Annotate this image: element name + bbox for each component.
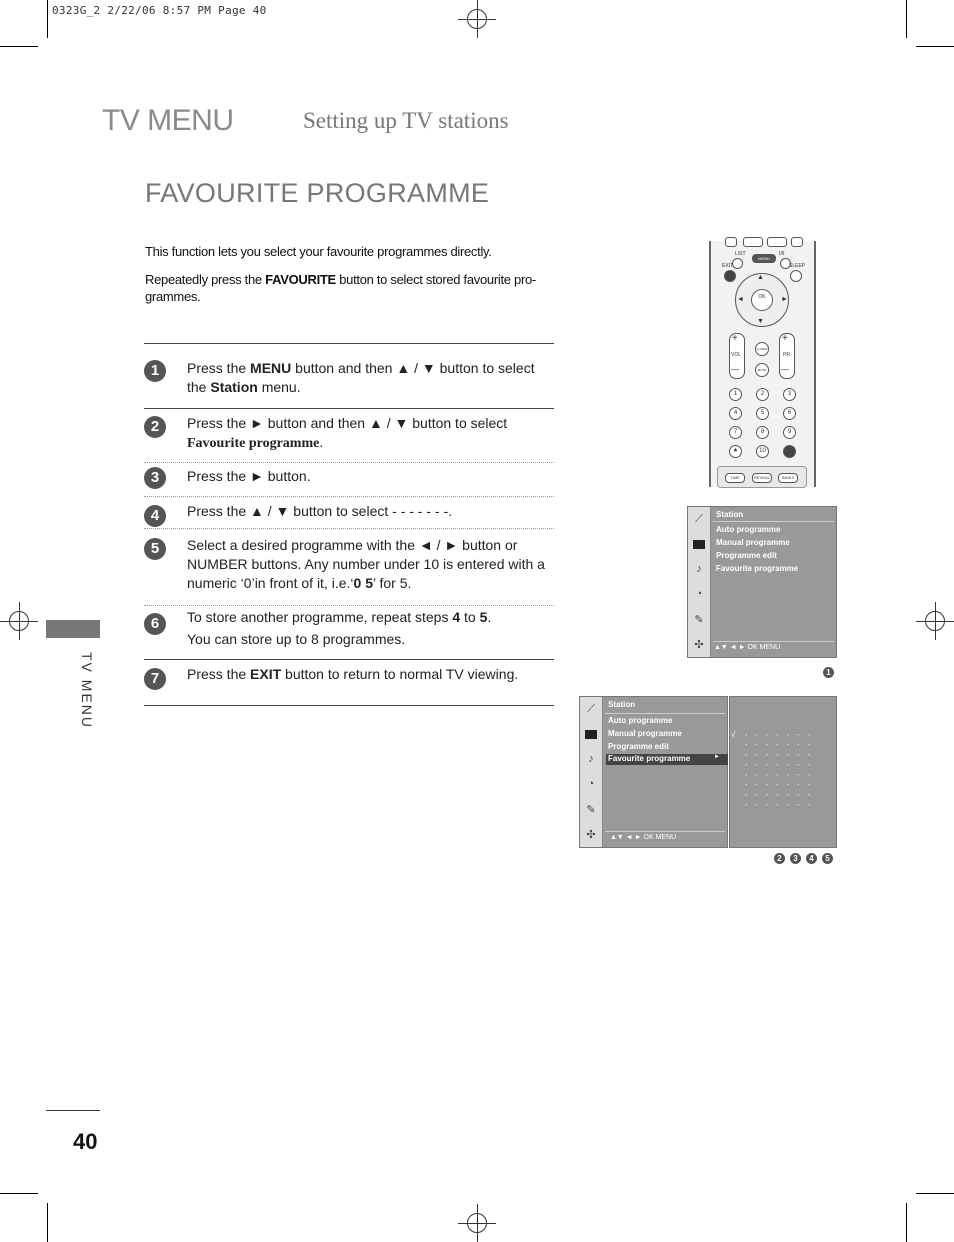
- divider: [144, 462, 554, 463]
- menu-item-favourite-programme-selected: Favourite programme ►: [606, 754, 728, 765]
- star-key: ★: [729, 445, 742, 458]
- menu-item-favourite-programme: Favourite programme: [716, 564, 799, 573]
- crop-mark: [0, 46, 38, 47]
- i-ii-label: I/II: [779, 251, 785, 257]
- remote-key: [767, 237, 787, 247]
- divider: [144, 605, 554, 606]
- divider: [46, 1110, 100, 1111]
- right-arrow-icon: ►: [781, 296, 788, 303]
- option-icon: ✎: [694, 613, 704, 626]
- number-key: 2: [756, 388, 769, 401]
- number-key: 4: [729, 407, 742, 420]
- up-arrow-icon: ▲: [757, 274, 764, 281]
- option-icon: ✎: [586, 803, 596, 816]
- sound-icon: ♪: [588, 753, 594, 765]
- list-label: LIST: [735, 251, 746, 257]
- number-key: 8: [756, 426, 769, 439]
- figure-badge: 5: [822, 853, 833, 864]
- antenna-icon: ⟋: [587, 702, 595, 715]
- divider: [144, 343, 554, 344]
- osd-icon-column: [688, 507, 711, 657]
- step-2-text: Press the ► button and then ▲ / ▼ button to select Favourite programme.: [187, 415, 508, 451]
- figure-badge: 4: [806, 853, 817, 864]
- time-icon: ◔: [695, 588, 703, 600]
- favourite-slot: - - - - - - -: [744, 801, 812, 809]
- favourite-slot: - - - - - - -: [744, 751, 812, 759]
- time-icon: ◔: [587, 778, 595, 790]
- registration-mark: [0, 602, 38, 640]
- divider: [144, 705, 554, 706]
- divider: [713, 641, 834, 642]
- favourite-slot: - - - - - - -: [744, 731, 812, 739]
- left-arrow-icon: ◄: [737, 296, 744, 303]
- right-arrow-icon: ►: [714, 754, 720, 760]
- remote-key: [743, 237, 763, 247]
- step-5-text: Select a desired programme with the ◄ / ► button or NUMBER buttons. Any number under 10 is entered with a numeric ‘0’in front of it, i.e.‘0 5’ for 5.: [187, 537, 545, 591]
- favourite-button: [783, 445, 796, 458]
- step-number: 6: [144, 613, 166, 635]
- page-title: FAVOURITE PROGRAMME: [145, 178, 490, 208]
- lock-icon: ✣: [586, 828, 596, 841]
- step-number: 1: [144, 360, 166, 382]
- crop-mark: [47, 1203, 48, 1242]
- favourite-slot: - - - - - - -: [744, 791, 812, 799]
- registration-mark: [916, 602, 954, 640]
- side-label: TV MENU: [79, 652, 95, 729]
- number-key: 5: [756, 407, 769, 420]
- divider: [144, 659, 554, 660]
- exit-button: [724, 270, 736, 282]
- sleep-button: [790, 270, 802, 282]
- qview-button: Q.VIEW: [755, 342, 769, 356]
- side-tab: [46, 620, 100, 638]
- number-key: 6: [783, 407, 796, 420]
- osd-heading: Station: [716, 510, 744, 519]
- menu-item-manual-programme: Manual programme: [716, 538, 790, 547]
- mute-button: MUTE: [755, 363, 769, 377]
- step-1-text: Press the MENU button and then ▲ / ▼ button to select the Station menu.: [187, 360, 535, 395]
- divider: [605, 713, 725, 714]
- check-mark-icon: √: [731, 730, 736, 739]
- ok-button: OK: [751, 289, 773, 311]
- osd-footer: ▲▼ ◄ ► OK MENU: [610, 834, 677, 841]
- crop-mark: [916, 1193, 954, 1194]
- number-key: 1: [729, 388, 742, 401]
- crop-mark: [906, 0, 907, 38]
- lock-icon: ✣: [694, 638, 704, 651]
- page-number: 40: [73, 1129, 98, 1154]
- print-slug: 0323G_2 2/22/06 8:57 PM Page 40: [52, 4, 267, 17]
- favourite-slot: - - - - - - -: [744, 781, 812, 789]
- osd-footer: ▲▼ ◄ ► OK MENU: [714, 644, 781, 651]
- pr-label: PR: [783, 352, 790, 358]
- favourite-slot: - - - - - - -: [744, 741, 812, 749]
- divider: [713, 521, 834, 522]
- picture-icon: [583, 726, 599, 742]
- osd-heading: Station: [608, 700, 636, 709]
- figure-badge: 3: [790, 853, 801, 864]
- divider: [144, 496, 554, 497]
- menu-item-programme-edit: Programme edit: [608, 742, 669, 751]
- remote-control: [709, 241, 816, 487]
- crop-mark: [906, 1203, 907, 1242]
- index-button: INDEX: [778, 473, 798, 483]
- number-key: 3: [783, 388, 796, 401]
- vol-minus: —: [731, 365, 739, 374]
- number-key: 10: [756, 445, 769, 458]
- pr-minus: —: [781, 365, 789, 374]
- header-subsection: Setting up TV stations: [303, 108, 509, 133]
- crop-mark: [0, 1193, 38, 1194]
- reveal-button: REVEAL: [752, 473, 772, 483]
- divider: [144, 408, 554, 409]
- intro-line-1: This function lets you select your favourite programmes directly.: [145, 244, 492, 259]
- exit-label: EXIT: [722, 263, 734, 269]
- osd-station-menu-expanded: [579, 696, 728, 848]
- down-arrow-icon: ▼: [757, 318, 764, 325]
- header-section: TV MENU: [102, 104, 234, 137]
- pr-plus: +: [782, 333, 788, 344]
- intro-line-2: Repeatedly press the FAVOURITE button to select stored favourite pro-grammes.: [145, 272, 536, 304]
- favourite-slot: - - - - - - -: [744, 771, 812, 779]
- menu-button: MENU: [752, 254, 776, 263]
- menu-item-auto-programme: Auto programme: [716, 525, 781, 534]
- step-7-text: Press the EXIT button to return to normal TV viewing.: [187, 666, 519, 682]
- step-number: 2: [144, 416, 166, 438]
- menu-item-auto-programme: Auto programme: [608, 716, 673, 725]
- step-number: 3: [144, 467, 166, 489]
- remote-key: [725, 237, 737, 247]
- number-key: 9: [783, 426, 796, 439]
- menu-item-programme-edit: Programme edit: [716, 551, 777, 560]
- time-button: TIME: [725, 473, 745, 483]
- step-number: 7: [144, 668, 166, 690]
- list-button: [732, 258, 743, 269]
- picture-icon: [691, 536, 707, 552]
- registration-mark: [458, 1204, 496, 1242]
- step-6-text: To store another programme, repeat steps 4 to 5.: [187, 609, 492, 625]
- vol-label: VOL: [731, 352, 742, 358]
- figure-badge: 2: [774, 853, 785, 864]
- divider: [144, 528, 554, 529]
- step-4-text: Press the ▲ / ▼ button to select - - - - - - -.: [187, 503, 453, 519]
- divider: [605, 831, 725, 832]
- sound-icon: ♪: [696, 563, 702, 575]
- favourite-slot: - - - - - - -: [744, 761, 812, 769]
- antenna-icon: ⟋: [695, 512, 703, 525]
- figure-badge: 1: [823, 667, 834, 678]
- step-3-text: Press the ► button.: [187, 468, 311, 484]
- vol-plus: +: [732, 333, 738, 344]
- osd-station-menu: [687, 506, 837, 658]
- step-number: 5: [144, 538, 166, 560]
- step-6-note: You can store up to 8 programmes.: [187, 631, 406, 647]
- registration-mark: [458, 0, 496, 38]
- osd-icon-column: [580, 697, 603, 847]
- crop-mark: [47, 0, 48, 38]
- sleep-label: SLEEP: [789, 263, 806, 269]
- menu-item-manual-programme: Manual programme: [608, 729, 682, 738]
- crop-mark: [916, 46, 954, 47]
- number-key: 7: [729, 426, 742, 439]
- step-number: 4: [144, 505, 166, 527]
- remote-key: [791, 237, 803, 247]
